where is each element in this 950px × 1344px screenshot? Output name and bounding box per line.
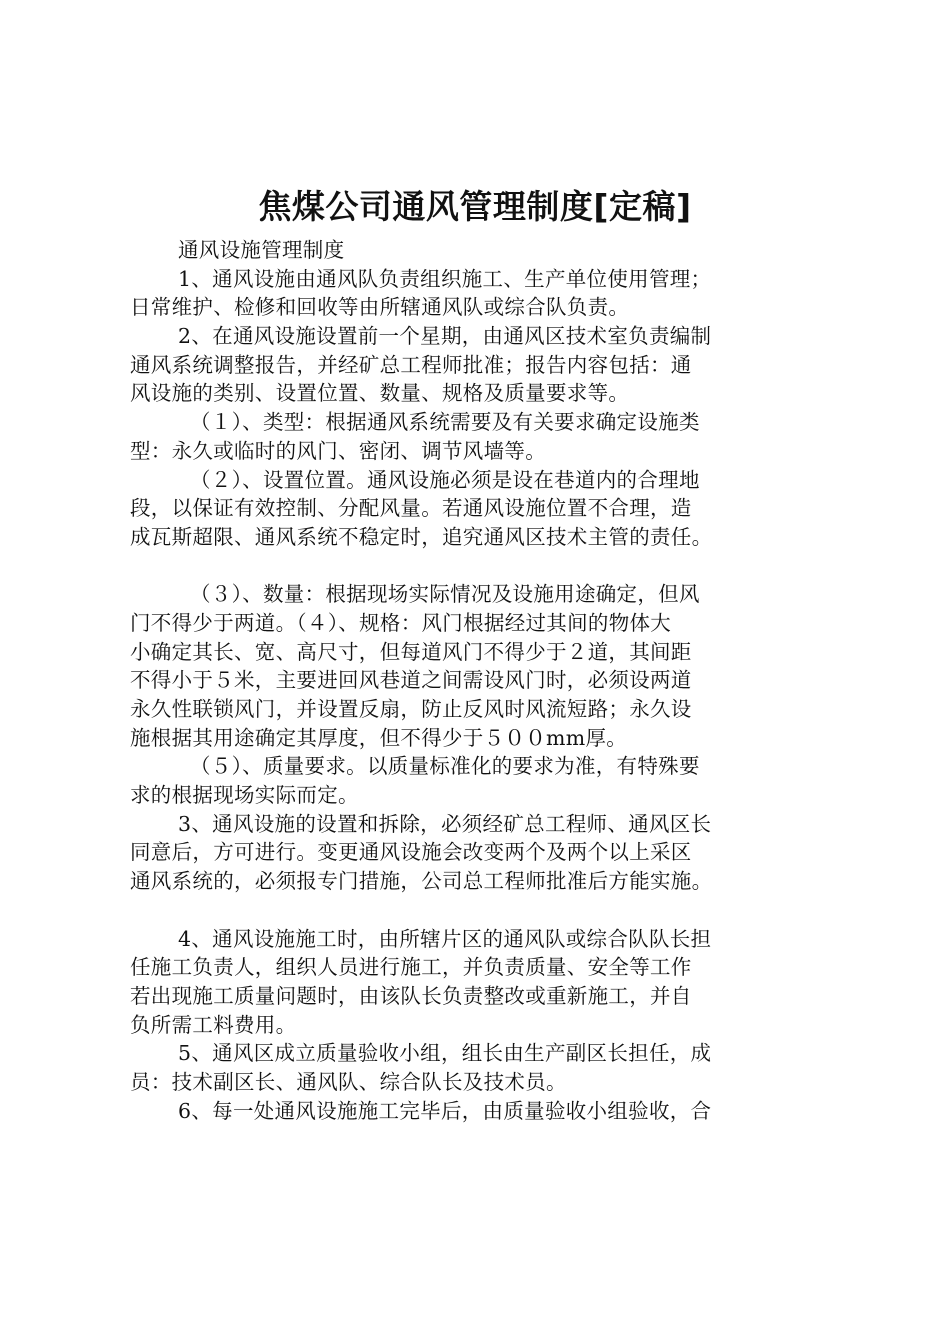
text-line: （１）、类型：根据通风系统需要及有关要求确定设施类 [190,410,700,435]
blank-line [130,896,835,925]
text-line: 通风系统的，必须报专门措施，公司总工程师批准后方能实施。 [130,869,713,894]
text-line: 日常维护、检修和回收等由所辖通风队或综合队负责。 [130,295,630,320]
text-line: 不得小于５米，主要进回风巷道之间需设风门时，必须设两道 [130,668,692,693]
text-line: 永久性联锁风门，并设置反扇，防止反风时风流短路；永久设 [130,697,692,721]
text-line: 门不得少于两道。（４）、规格：风门根据经过其间的物体大 [130,610,672,635]
text-line: 型：永久或临时的风门、密闭、调节风墙等。 [130,438,546,463]
text-line: 6、每一处通风设施施工完毕后，由质量验收小组验收，合 [178,1098,712,1123]
text-line: 2、在通风设施设置前一个星期，由通风区技术室负责编制 [178,324,712,349]
text-line: 小确定其长、宽、高尺寸，但每道风门不得少于２道，其间距 [130,639,692,664]
text-line: 通风系统调整报告，并经矿总工程师批准；报告内容包括：通 [130,352,692,377]
text-line: 3、通风设施的设置和拆除，必须经矿总工程师、通风区长 [178,811,712,836]
document-body [130,236,835,1125]
blank-line [130,552,835,581]
text-line: 5、通风区成立质量验收小组，组长由生产副区长担任，成 [178,1041,712,1066]
text-line: （５）、质量要求。以质量标准化的要求为准，有特殊要 [190,754,700,779]
text-line: 段，以保证有效控制、分配风量。若通风设施位置不合理，造 [130,496,692,521]
text-line: 负所需工料费用。 [130,1012,297,1037]
text-line: 同意后，方可进行。变更通风设施会改变两个及两个以上采区 [130,840,692,865]
text-line: 任施工负责人，组织人员进行施工，并负责质量、安全等工作 [130,955,692,980]
text-line: （２）、设置位置。通风设施必须是设在巷道内的合理地 [190,467,700,492]
text-line: 若出现施工质量问题时，由该队长负责整改或重新施工，并自 [130,983,692,1008]
text-line: （３）、数量：根据现场实际情况及设施用途确定，但风 [190,582,700,607]
text-line: 员：技术副区长、通风队、综合队长及技术员。 [130,1069,567,1094]
text-line: 1、通风设施由通风队负责组织施工、生产单位使用管理； [178,266,712,291]
text-line: 风设施的类别、设置位置、数量、规格及质量要求等。 [130,381,630,406]
text-line: 施根据其用途确定其厚度，但不得少于５００mm厚。 [130,725,628,750]
text-line: 4、通风设施施工时，由所辖片区的通风队或综合队队长担 [178,926,712,951]
text-line: 求的根据现场实际而定。 [130,783,359,808]
document-title: 焦煤公司通风管理制度[定稿] [258,187,692,226]
text-line: 成瓦斯超限、通风系统不稳定时，追究通风区技术主管的责任。 [130,524,713,549]
text-line: 通风设施管理制度 [178,238,345,262]
